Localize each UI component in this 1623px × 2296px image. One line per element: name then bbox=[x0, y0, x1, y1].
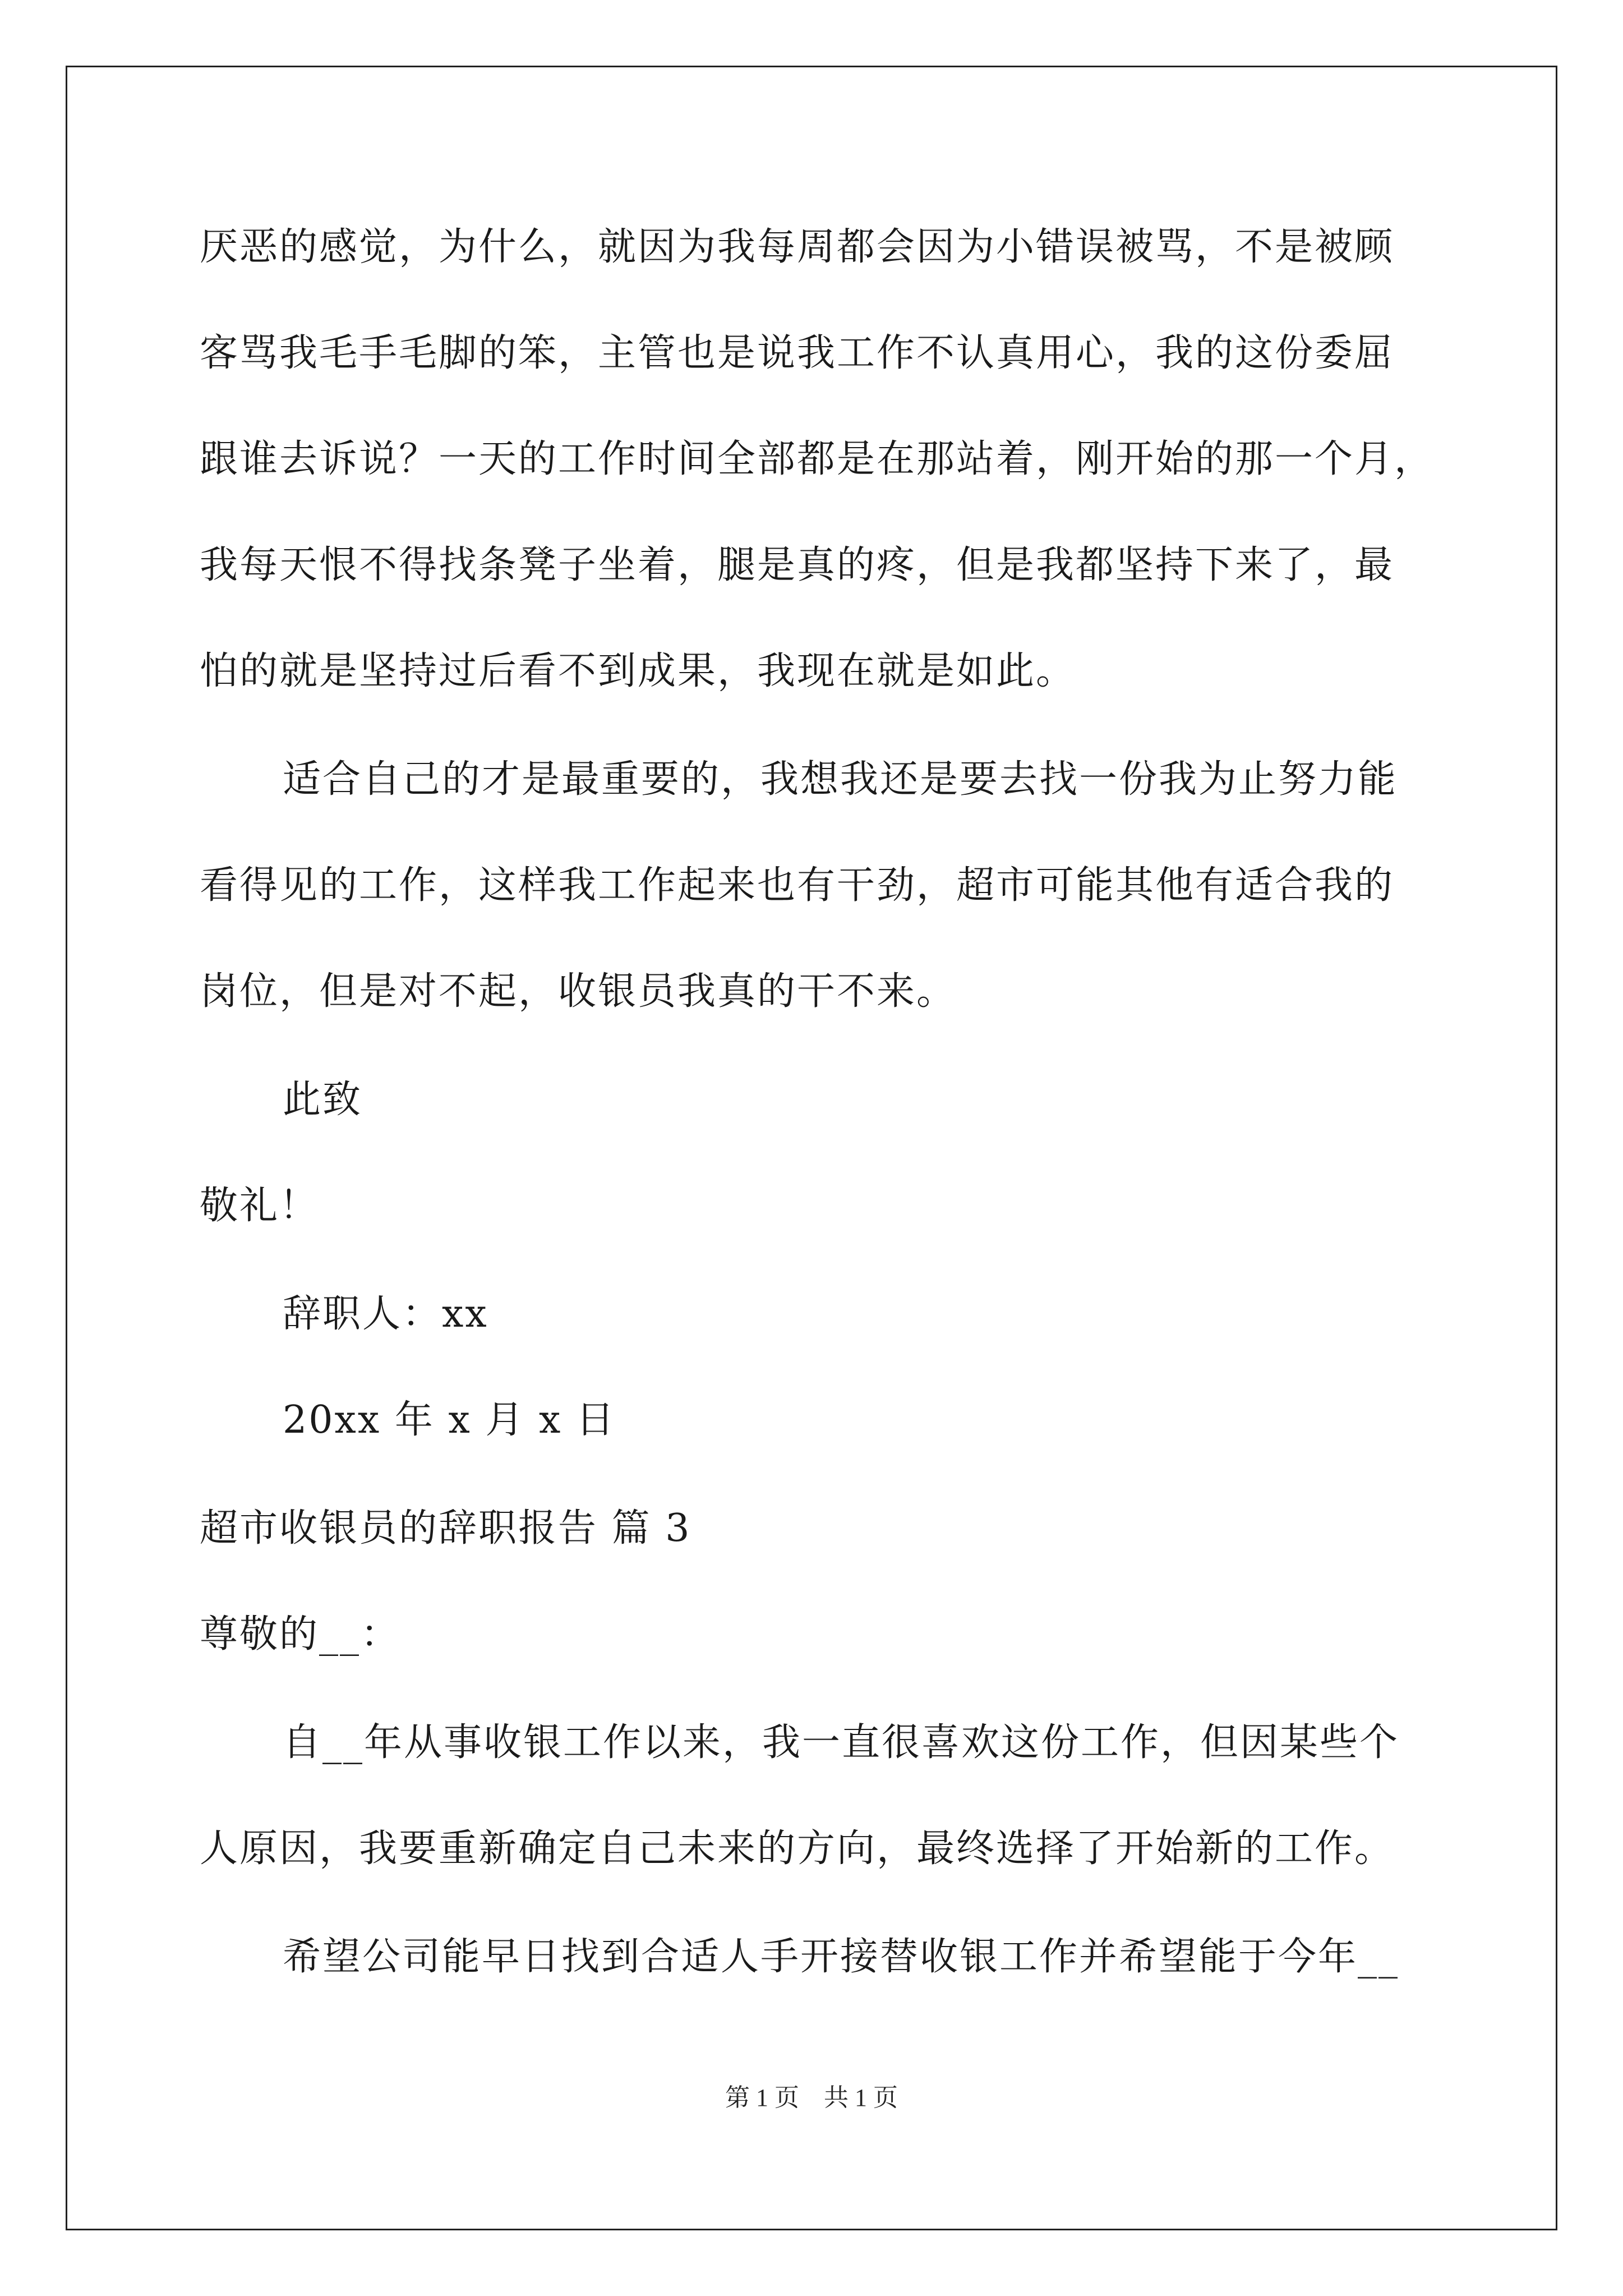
closing-regards: 敬礼！ bbox=[200, 1184, 320, 1228]
paragraph-line: 适合自己的才是最重要的，我想我还是要去找一份我为止努力能 bbox=[283, 757, 1398, 802]
greeting-line: 尊敬的__： bbox=[200, 1612, 401, 1657]
page-border bbox=[66, 66, 1557, 2230]
section-heading: 超市收银员的辞职报告 篇 3 bbox=[200, 1506, 691, 1550]
date-line: 20xx 年 x 月 x 日 bbox=[283, 1398, 616, 1442]
closing-salutation: 此致 bbox=[283, 1078, 363, 1122]
paragraph-line: 看得见的工作，这样我工作起来也有干劲，超市可能其他有适合我的 bbox=[200, 863, 1395, 908]
paragraph-line: 岗位，但是对不起，收银员我真的干不来。 bbox=[200, 969, 957, 1014]
signature-line: 辞职人：xx bbox=[283, 1292, 488, 1336]
paragraph-line: 客骂我毛手毛脚的笨，主管也是说我工作不认真用心，我的这份委屈 bbox=[200, 331, 1395, 375]
paragraph-line: 跟谁去诉说？一天的工作时间全部都是在那站着，刚开始的那一个月， bbox=[200, 437, 1435, 481]
paragraph-line: 人原因，我要重新确定自己未来的方向，最终选择了开始新的工作。 bbox=[200, 1826, 1395, 1871]
page-footer: 第 1 页 共 1 页 bbox=[725, 2084, 898, 2111]
paragraph-line: 我每天恨不得找条凳子坐着，腿是真的疼，但是我都坚持下来了，最 bbox=[200, 543, 1395, 587]
paragraph-line: 厌恶的感觉，为什么，就因为我每周都会因为小错误被骂，不是被顾 bbox=[200, 225, 1395, 269]
paragraph-line: 自__年从事收银工作以来，我一直很喜欢这份工作，但因某些个 bbox=[283, 1720, 1400, 1765]
paragraph-line: 希望公司能早日找到合适人手开接替收银工作并希望能于今年__ bbox=[283, 1935, 1400, 1979]
paragraph-line: 怕的就是坚持过后看不到成果，我现在就是如此。 bbox=[200, 649, 1076, 693]
